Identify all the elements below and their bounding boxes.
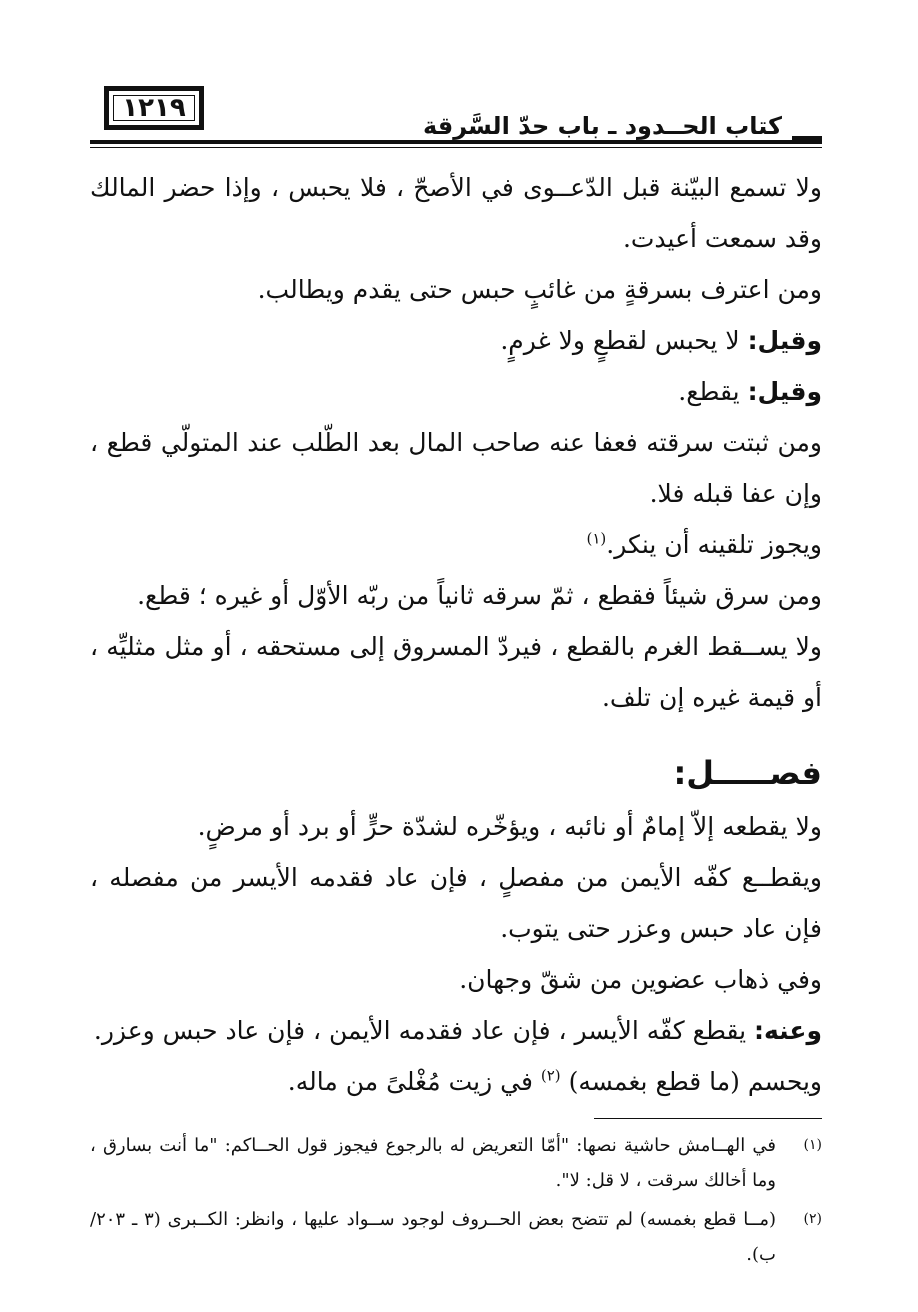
footnote-ref-2[interactable]: (٢) [540,1066,561,1085]
footnote-text: في الهــامش حاشية نصها: "أمّا التعريض له بالرجوع فيجوز قول الحــاكم: "ما أنت بسارق ، وما أخالك سرقت ، لا قل: لا". [90,1135,776,1191]
body-text [90,162,822,1107]
footnote-marker: (٢) [803,1211,822,1227]
running-header [90,108,822,144]
paragraph-4 [90,366,822,417]
footnote-ref-1[interactable]: (١) [586,529,607,548]
paragraph-1: ولا تسمع البيّنة قبل الدّعــوى في الأصحّ ، فلا يحبس ، وإذا حضر المالك وقد سمعت أعيدت. [90,173,822,253]
paragraph-7: ومن سرق شيئاً فقطع ، ثمّ سرقه ثانياً من ربّه الأوّل أو غيره ؛ قطع. [137,581,822,610]
footnotes [90,1128,822,1276]
running-header-title: كتاب الحــدود ـ باب حدّ السَّرِقة [422,112,782,140]
page-number: ١٢١٩ [104,86,204,130]
paragraph-4-lead: وقيل: [747,377,822,406]
footnote-1 [90,1128,822,1198]
paragraph-12-lead: وعنه: [754,1016,822,1045]
section-heading: فصـــــل: [673,754,822,792]
paragraph-3-lead: وقيل: [747,326,822,355]
paragraph-11: وفي ذهاب عضوين من شقّ وجهان. [459,965,822,994]
paragraph-10: ويقطــع كفّه الأيمن من مفصلٍ ، فإن عاد فقدمه الأيسر من مفصله ، فإن عاد حبس وعزر حتى يتوب. [90,863,822,943]
footnote-text: (مــا قطع بغمسه) لم تتضح بعض الحــروف لوجود ســواد عليها ، وانظر: الكــبرى (٣ ـ ٢٠٣/ب). [90,1209,776,1265]
footnote-2 [90,1202,822,1272]
paragraph-12-text: يقطع كفّه الأيسر ، فإن عاد فقدمه الأيمن ، فإن عاد حبس وعزر. [93,1016,755,1045]
paragraph-13-text-a: ويحسم (ما قطع بغمسه) [560,1067,822,1096]
footnote-marker: (١) [803,1137,822,1153]
paragraph-13-text-b: في زيت مُغْلىً من ماله. [287,1067,541,1096]
paragraph-3-text: لا يحبس لقطعٍ ولا غرمٍ. [500,326,748,355]
paragraph-9: ولا يقطعه إلاّ إمامٌ أو نائبه ، ويؤخّره لشدّة حرٍّ أو برد أو مرضٍ. [197,812,822,841]
paragraph-3 [90,315,822,366]
paragraph-2: ومن اعترف بسرقةٍ من غائبٍ حبس حتى يقدم ويطالب. [257,275,822,304]
paragraph-12 [90,1005,822,1056]
paragraph-6-text: ويجوز تلقينه أن ينكر. [606,530,822,559]
header-rule-thin [90,147,822,148]
paragraph-5: ومن ثبتت سرقته فعفا عنه صاحب المال بعد الطّلب عند المتولّي قطع ، وإن عفا قبله فلا. [90,428,822,508]
paragraph-6 [90,519,822,570]
footnote-separator [594,1118,822,1119]
paragraph-4-text: يقطع. [678,377,748,406]
header-rule [90,140,822,144]
paragraph-8: ولا يســقط الغرم بالقطع ، فيردّ المسروق إلى مستحقه ، أو مثل مثليِّه ، أو قيمة غيره إن تلف. [90,632,822,712]
paragraph-13 [90,1056,822,1107]
